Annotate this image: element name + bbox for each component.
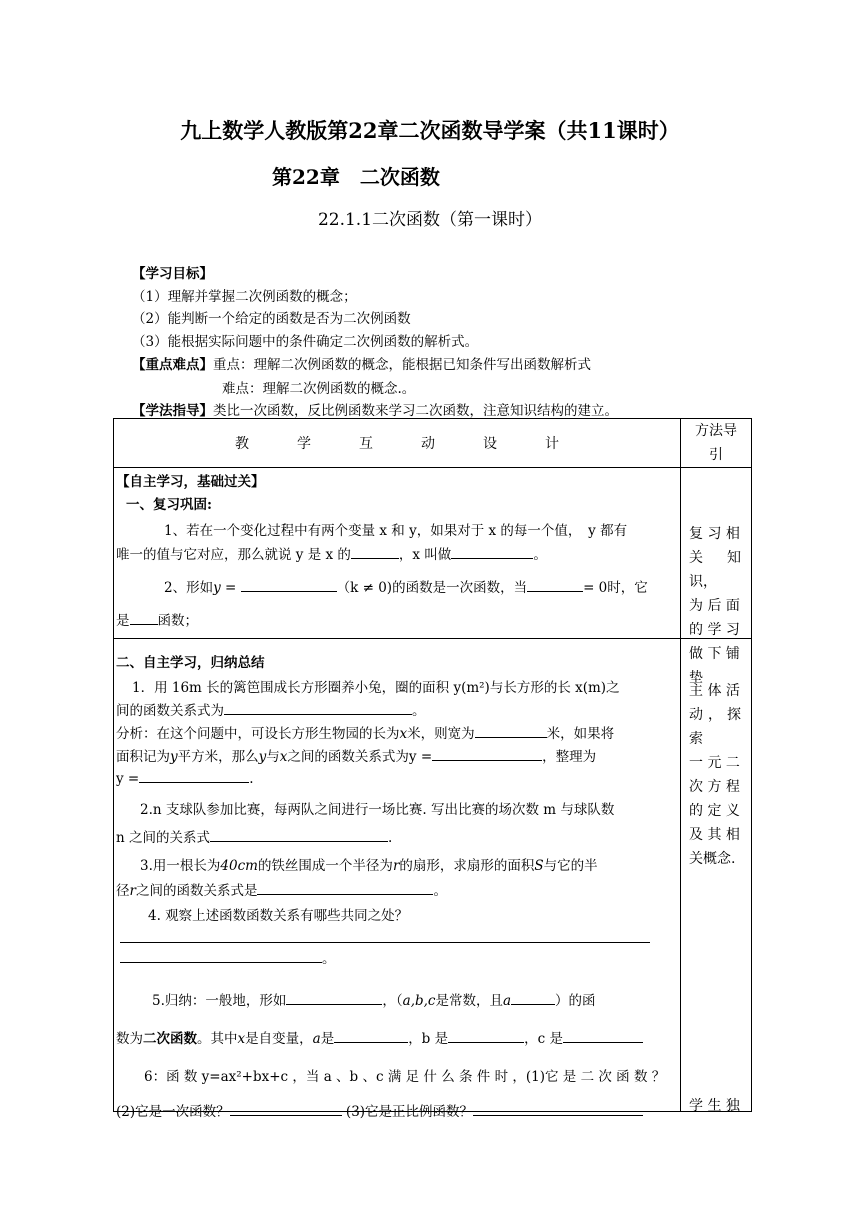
analysis-line3 xyxy=(116,768,254,787)
text: ，x 叫做 xyxy=(398,547,452,563)
text: 的铁丝围成一个半径为 xyxy=(257,858,393,874)
text: 米，则宽为 xyxy=(407,726,475,742)
chapter-heading: 第22章 二次函数 xyxy=(272,165,440,189)
var-s: S xyxy=(534,858,544,874)
blank xyxy=(210,827,388,842)
q2-line1 xyxy=(164,576,648,596)
blank xyxy=(451,544,533,559)
key-label: 【重点难点】 xyxy=(132,357,213,373)
text: 径 xyxy=(116,883,130,899)
text: 是 xyxy=(320,1031,335,1047)
q1-line2 xyxy=(116,543,547,563)
section1-cell xyxy=(114,468,681,639)
text: y = xyxy=(408,749,433,765)
blank xyxy=(563,1028,643,1043)
vars-abc: a,b,c xyxy=(402,993,436,1009)
blank xyxy=(351,544,399,559)
text: 。 xyxy=(433,883,447,899)
side-line: 一 元 二 xyxy=(689,755,740,771)
text: 是自变量， xyxy=(245,1031,313,1047)
blank xyxy=(257,880,433,895)
analysis-line2 xyxy=(116,745,596,765)
section2-side-bottom: 学 生 独 xyxy=(689,1098,740,1114)
goal-2: （2）能判断一个给定的函数是否为二次例函数 xyxy=(132,311,411,327)
text: 。 xyxy=(322,951,336,967)
text: ）的函 xyxy=(555,993,596,1009)
header-char: 互 xyxy=(359,436,373,452)
p6-line1: 6：函 数 y=ax²+bx+c ，当 a 、b 、c 满 足 什 么 条 件 时 ，(1)它 是 二 次 函 数 ？ xyxy=(144,1069,666,1085)
var-a: a xyxy=(312,1031,321,1047)
side-line: 为 后 面 xyxy=(689,598,740,614)
side-line: 垫 xyxy=(689,670,703,686)
side-line: 动，探索 xyxy=(689,707,741,747)
var-x: x xyxy=(237,1031,246,1047)
text: 之间的函数关系式为 xyxy=(287,749,409,765)
side-line: 复 习 相 xyxy=(689,526,740,542)
blank xyxy=(473,1101,643,1116)
header-char: 设 xyxy=(483,436,497,452)
text: ，b 是 xyxy=(408,1031,449,1047)
goal-3: （3）能根据实际问题中的条件确定二次例函数的解析式。 xyxy=(132,334,479,350)
blank xyxy=(120,928,650,943)
goals-label: 【学习目标】 xyxy=(132,266,213,282)
blank xyxy=(139,768,249,783)
blank xyxy=(334,1028,408,1043)
side-line: 关概念. xyxy=(689,851,736,867)
text: = xyxy=(220,580,241,596)
p3-line2 xyxy=(116,879,447,899)
var-x: x xyxy=(279,749,288,765)
text: 平方米，那么 xyxy=(177,749,259,765)
term-quadratic: 二次函数 xyxy=(143,1031,197,1047)
text: . xyxy=(249,771,254,787)
text: 。其中 xyxy=(197,1031,238,1047)
q1-line1: 1、若在一个变化过程中有两个变量 x 和 y，如果对于 x 的每一个值， y 都有 xyxy=(164,523,628,539)
text: 与 xyxy=(266,749,280,765)
text: 。 xyxy=(533,547,547,563)
condition: （k ≠ 0) xyxy=(336,580,393,596)
p3-line1 xyxy=(140,854,598,874)
blank xyxy=(286,990,382,1005)
text: = 0 xyxy=(583,580,608,596)
text: 是 xyxy=(116,613,130,629)
side-line: 做 下 铺 xyxy=(689,646,740,662)
p4-answer-line2 xyxy=(120,947,336,967)
side-line: 及 其 相 xyxy=(689,827,740,843)
text: 5.归纳：一般地，形如 xyxy=(152,993,287,1009)
text: 面积记为 xyxy=(116,749,170,765)
var-a: a xyxy=(502,993,512,1009)
p4-answer-line xyxy=(120,928,650,947)
key-point: 重点：理解二次例函数的概念，能根据已知条件写出函数解析式 xyxy=(213,357,591,373)
q2-line2 xyxy=(116,609,198,629)
p2-line1: 2.n 支球队参加比赛，每两队之间进行一场比赛. 写出比赛的场次数 m 与球队数 xyxy=(140,802,615,818)
text: 分析：在这个问题中，可设长方形生物园的长为 xyxy=(116,726,400,742)
header-method-line1: 方法导 xyxy=(695,423,737,439)
p1-line1: 1．用 16m 长的篱笆围成长方形圈养小兔，圈的面积 y(m²)与长方形的长 x(m)之 xyxy=(132,680,620,696)
p4-line1: 4. 观察上述函数函数关系有哪些共同之处？ xyxy=(148,908,409,924)
side-line: 的 学 习 xyxy=(689,622,740,638)
text: 时，它 xyxy=(607,580,648,596)
text: (2)它是一次函数？ xyxy=(116,1104,230,1120)
blank xyxy=(527,577,583,592)
lesson-heading: 22.1.1二次函数（第一课时） xyxy=(317,210,543,230)
header-method-line2: 引 xyxy=(709,447,723,463)
var-x: x xyxy=(399,726,408,742)
side-line: 的 定 义 xyxy=(689,803,740,819)
blank xyxy=(120,948,322,963)
var-r: r xyxy=(129,883,136,899)
header-char: 计 xyxy=(545,436,559,452)
text: 3.用一根长为 xyxy=(140,858,221,874)
section1-side xyxy=(681,468,752,686)
p1-line2 xyxy=(116,699,426,719)
text: 的扇形，求扇形的面积 xyxy=(399,858,535,874)
blank xyxy=(432,746,542,761)
p5-line2 xyxy=(116,1027,643,1047)
var-r: r xyxy=(392,858,400,874)
text: 之间的函数关系式是 xyxy=(135,883,258,899)
side-line: 次 方 程 xyxy=(689,779,740,795)
var-y: y xyxy=(258,749,267,765)
p6-line2 xyxy=(116,1100,643,1120)
header-teaching-design xyxy=(114,419,681,468)
text: 间的函数关系式为 xyxy=(116,703,224,719)
var-y: y xyxy=(170,749,178,765)
text: y = xyxy=(116,771,140,787)
header-char: 动 xyxy=(421,436,435,452)
section2-side xyxy=(681,639,752,1112)
text: ，整理为 xyxy=(542,749,597,765)
lesson-table xyxy=(113,418,752,1120)
section2-label: 二、自主学习，归纳总结 xyxy=(116,655,265,671)
text: 米，如果将 xyxy=(546,726,615,742)
text: 数为 xyxy=(116,1031,143,1047)
text: 。 xyxy=(412,703,426,719)
method-line xyxy=(132,399,618,419)
header-char: 学 xyxy=(297,436,311,452)
text: (3)它是正比例函数？ xyxy=(345,1104,474,1120)
key-points-line xyxy=(132,353,591,373)
text: 函数； xyxy=(157,613,198,629)
blank xyxy=(130,610,158,625)
blank xyxy=(224,700,412,715)
p2-line2 xyxy=(116,826,392,846)
blank xyxy=(511,990,555,1005)
goal-1: （1）理解并掌握二次例函数的概念； xyxy=(132,289,357,305)
text: . xyxy=(388,830,393,846)
header-char: 教 xyxy=(235,436,249,452)
document-title: 九上数学人教版第22章二次函数导学案（共11课时） xyxy=(180,118,680,143)
section1-sub: 一、复习巩固: xyxy=(126,497,212,513)
blank xyxy=(475,723,547,738)
blank xyxy=(448,1028,524,1043)
value: 40cm xyxy=(220,858,258,874)
blank xyxy=(230,1101,342,1116)
text: 是常数，且 xyxy=(435,993,503,1009)
difficulty: 难点：理解二次例函数的概念.。 xyxy=(222,381,416,397)
method-text: 类比一次函数，反比例函数来学习二次函数，注意知识结构的建立。 xyxy=(213,403,618,419)
blank xyxy=(241,577,337,592)
analysis-line1 xyxy=(116,722,614,742)
var-y: y xyxy=(213,580,221,596)
text: 的函数是一次函数，当 xyxy=(392,580,528,596)
text: ，c 是 xyxy=(524,1031,563,1047)
text: 唯一的值与它对应，那么就说 y 是 x 的 xyxy=(116,547,351,563)
text: 与它的半 xyxy=(543,858,598,874)
side-line: 主 体 活 xyxy=(689,683,740,699)
text: 2、形如 xyxy=(164,580,214,596)
section2-side-text xyxy=(689,679,741,871)
side-line: 关知识， xyxy=(689,550,741,590)
section2-cell xyxy=(114,639,681,1120)
text: n 之间的关系式 xyxy=(116,830,210,846)
text: ，（ xyxy=(382,993,403,1009)
section1-label: 【自主学习，基础过关】 xyxy=(116,474,265,490)
method-label: 【学法指导】 xyxy=(132,403,213,419)
header-method-guide xyxy=(681,419,752,468)
p5-line1 xyxy=(152,989,596,1009)
